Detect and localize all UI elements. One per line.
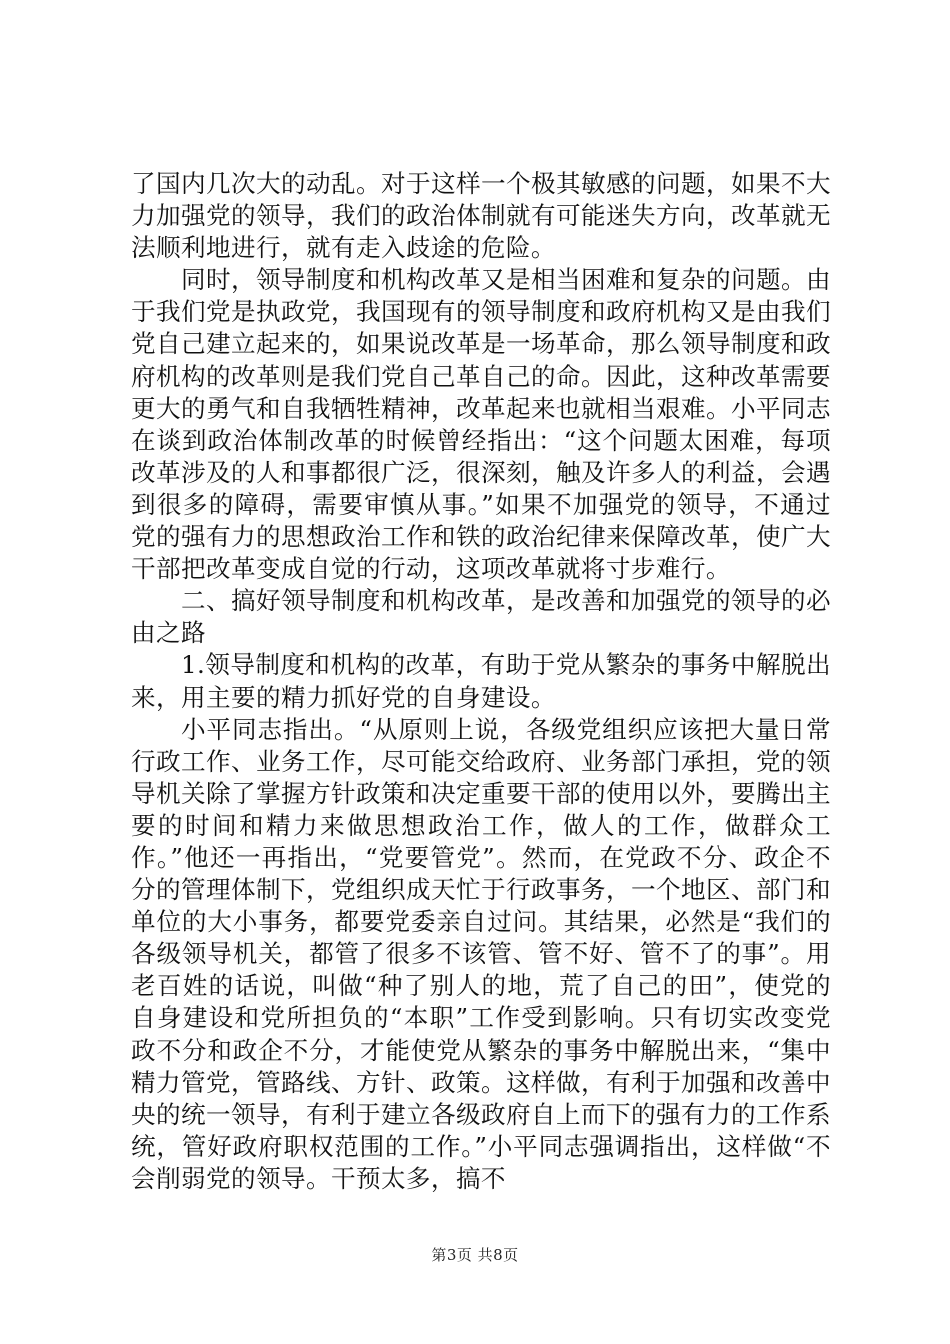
paragraph-xiaoping-quote: 小平同志指出。“从原则上说，各级党组织应该把大量日常行政工作、业务工作，尽可能交给政府、业务部门承担，党的领导机关除了掌握方针政策和决定重要干部的使用以外，要腾出主要的时间和精力来做思想政治工作，做人的工作，做群众工作。”他还一再指出，“党要管党”。然而，在党政不分、政企不分的管理体制下，党组织成天忙于行政事务，一个地区、部门和单位的大小事务，都要党委亲自过问。其结果，必然是“我们的各级领导机关，都管了很多不该管、管不好、管不了的事”。用老百姓的话说，叫做“种了别人的地，荒了自己的田”，使党的自身建设和党所担负的“本职”工作受到影响。只有切实改变党政不分和政企不分，才能使党从繁杂的事务中解脱出来，“集中精力管党，管路线、方针、政策。这样做，有利于加强和改善中央的统一领导，有利于建立各级政府自上而下的强有力的工作系统，管好政府职权范围的工作。”小平同志强调指出，这样做“不会削弱党的领导。干预太多，搞不 xyxy=(131,714,831,1193)
section-heading-two: 二、搞好领导制度和机构改革，是改善和加强党的领导的必由之路 xyxy=(131,586,831,648)
paragraph-continuation: 了国内几次大的动乱。对于这样一个极其敏感的问题，如果不大力加强党的领导，我们的政治体制就有可能迷失方向，改革就无法顺利地进行，就有走入歧途的危险。 xyxy=(131,169,831,263)
subsection-heading-one: 1.领导制度和机构的改革，有助于党从繁杂的事务中解脱出来，用主要的精力抓好党的自身建设。 xyxy=(131,650,831,712)
page-number-footer: 第3页 共8页 xyxy=(431,1246,519,1264)
paragraph-reform-difficulty: 同时，领导制度和机构改革又是相当困难和复杂的问题。由于我们党是执政党，我国现有的领导制度和政府机构又是由我们党自己建立起来的，如果说改革是一场革命，那么领导制度和政府机构的改革则是我们党自己革自己的命。因此，这种改革需要更大的勇气和自我牺牲精神，改革起来也就相当艰难。小平同志在谈到政治体制改革的时候曾经指出：“这个问题太困难，每项改革涉及的人和事都很广泛，很深刻，触及许多人的利益，会遇到很多的障碍，需要审慎从事。”如果不加强党的领导，不通过党的强有力的思想政治工作和铁的政治纪律来保障改革，使广大干部把改革变成自觉的行动，这项改革就将寸步难行。 xyxy=(131,265,831,584)
document-body xyxy=(131,168,831,1195)
